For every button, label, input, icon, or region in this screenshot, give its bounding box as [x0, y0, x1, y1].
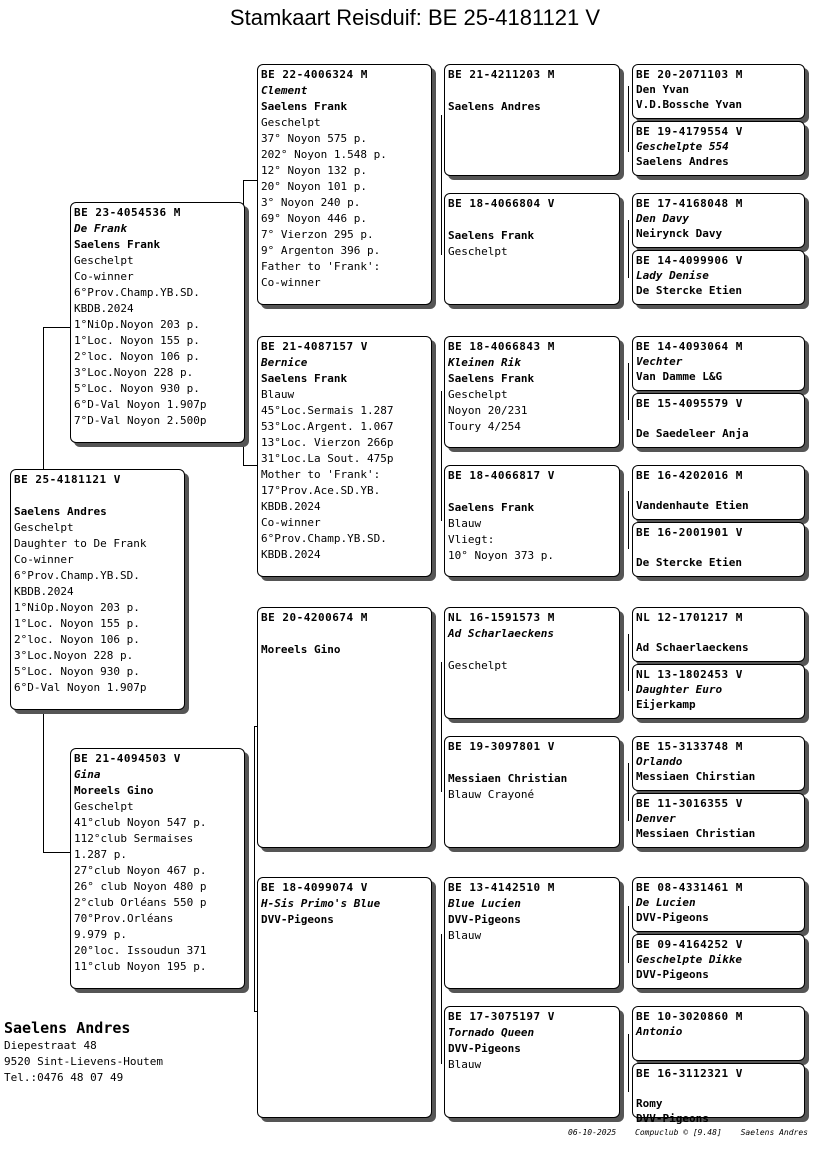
- result-line: Geschelpt: [261, 116, 321, 129]
- result-line: 202° Noyon 1.548 p.: [261, 148, 387, 161]
- breeder-name: Moreels Gino: [74, 784, 154, 797]
- pigeon-name: Vechter: [636, 355, 683, 368]
- result-line: Geschelpt: [448, 388, 508, 401]
- result-line: 5°Loc. Noyon 930 p.: [74, 382, 200, 395]
- blank-line: [14, 488, 182, 504]
- result-line: Co-winner: [261, 516, 321, 529]
- pigeon-name: De Lucien: [636, 896, 696, 909]
- result-line: KBDB.2024: [261, 500, 321, 513]
- result-line: 3°Loc.Noyon 228 p.: [74, 366, 194, 379]
- breeder-name: Saelens Frank: [261, 372, 348, 385]
- result-line: Geschelpt: [74, 800, 134, 813]
- result-line: Noyon 20/231: [448, 404, 528, 417]
- ring-number: BE 11-3016355 V: [636, 797, 743, 810]
- breeder-name: Saelens Frank: [448, 372, 535, 385]
- ring-number: BE 16-3112321 V: [636, 1067, 743, 1080]
- result-line: 5°Loc. Noyon 930 p.: [14, 665, 140, 678]
- pigeon-card-gen3: [444, 877, 620, 989]
- pigeon-card-gen3: [444, 64, 620, 176]
- footer-date: 06-10-2025: [568, 1128, 617, 1137]
- result-line: 7° Vierzon 295 p.: [261, 228, 374, 241]
- ring-number: BE 14-4099906 V: [636, 254, 743, 267]
- breeder-name: De Stercke Etien: [636, 556, 742, 569]
- connector-line: [628, 86, 629, 152]
- result-line: 1°NiOp.Noyon 203 p.: [14, 601, 140, 614]
- pigeon-card-gen4: [632, 1006, 805, 1061]
- pigeon-name: Geschelpte Dikke: [636, 953, 742, 966]
- result-line: Toury 4/254: [448, 420, 521, 433]
- blank-line: [448, 83, 617, 99]
- result-line: Co-winner: [74, 270, 134, 283]
- pigeon-card-gen4: [632, 393, 805, 448]
- connector-line: [441, 934, 442, 1064]
- pigeon-name: Denver: [636, 812, 676, 825]
- pigeon-card-gen4: [632, 121, 805, 176]
- connector-line: [628, 220, 629, 278]
- pigeon-name: Den Davy: [636, 212, 689, 225]
- breeder-name: Saelens Frank: [261, 100, 348, 113]
- result-line: 2°loc. Noyon 106 p.: [14, 633, 140, 646]
- pigeon-name: Kleinen Rik: [448, 356, 521, 369]
- result-line: 53°Loc.Argent. 1.067: [261, 420, 394, 433]
- result-line: Geschelpt: [14, 521, 74, 534]
- breeder-name: De Saedeleer Anja: [636, 427, 749, 440]
- pigeon-card-gen4: [632, 336, 805, 391]
- result-line: Co-winner: [14, 553, 74, 566]
- pigeon-name: Orlando: [636, 755, 683, 768]
- result-line: 2°loc. Noyon 106 p.: [74, 350, 200, 363]
- result-line: 31°Loc.La Sout. 475p: [261, 452, 394, 465]
- breeder-name: Ad Schaerlaeckens: [636, 641, 749, 654]
- ring-number: NL 12-1701217 M: [636, 611, 743, 624]
- ring-number: BE 08-4331461 M: [636, 881, 743, 894]
- result-line: 6°Prov.Champ.YB.SD.: [261, 532, 387, 545]
- ring-number: BE 18-4066843 M: [448, 340, 555, 353]
- result-line: 69° Noyon 446 p.: [261, 212, 367, 225]
- pigeon-card-gen4: [632, 465, 805, 520]
- result-line: 6°D-Val Noyon 1.907p: [74, 398, 207, 411]
- result-line: 6°D-Val Noyon 1.907p: [14, 681, 147, 694]
- result-line: 11°club Noyon 195 p.: [74, 960, 207, 973]
- ring-number: BE 20-4200674 M: [261, 611, 368, 624]
- blank-line: [636, 1081, 802, 1096]
- breeder-name: DVV-Pigeons: [448, 1042, 521, 1055]
- ring-number: NL 13-1802453 V: [636, 668, 743, 681]
- breeder-name: Saelens Andres: [14, 505, 107, 518]
- print-footer: [554, 1128, 808, 1137]
- pigeon-name: De Frank: [74, 222, 127, 235]
- result-line: 27°club Noyon 467 p.: [74, 864, 207, 877]
- blank-line: [448, 642, 617, 658]
- ring-number: BE 19-4179554 V: [636, 125, 743, 138]
- result-line: 41°club Noyon 547 p.: [74, 816, 207, 829]
- pigeon-name: Gina: [74, 768, 101, 781]
- ring-number: BE 25-4181121 V: [14, 473, 121, 486]
- blank-line: [636, 411, 802, 426]
- result-line: Mother to 'Frank':: [261, 468, 381, 481]
- pigeon-name: Blue Lucien: [448, 897, 521, 910]
- ring-number: BE 21-4087157 V: [261, 340, 368, 353]
- connector-line: [43, 327, 71, 328]
- pigeon-card-gen3: [444, 607, 620, 719]
- result-line: 3° Noyon 240 p.: [261, 196, 361, 209]
- result-line: 12° Noyon 132 p.: [261, 164, 367, 177]
- ring-number: BE 10-3020860 M: [636, 1010, 743, 1023]
- result-line: 9° Argenton 396 p.: [261, 244, 381, 257]
- breeder-name: DVV-Pigeons: [636, 911, 709, 924]
- connector-line: [628, 634, 629, 691]
- result-line: 112°club Sermaises: [74, 832, 194, 845]
- result-line: 45°Loc.Sermais 1.287: [261, 404, 394, 417]
- pigeon-name: H-Sis Primo's Blue: [261, 897, 381, 910]
- connector-line: [628, 491, 629, 549]
- owner-city: 9520 Sint-Lievens-Houtem: [4, 1055, 163, 1068]
- pigeon-card-gen4: [632, 607, 805, 662]
- result-line: 6°Prov.Champ.YB.SD.: [74, 286, 200, 299]
- result-line: 17°Prov.Ace.SD.YB.: [261, 484, 381, 497]
- result-line: 70°Prov.Orléans: [74, 912, 174, 925]
- breeder-name: Eijerkamp: [636, 698, 696, 711]
- breeder-name: Vandenhaute Etien: [636, 499, 749, 512]
- blank-line: [448, 212, 617, 228]
- result-line: Vliegt:: [448, 533, 495, 546]
- pigeon-card-dam: [70, 748, 245, 989]
- result-line: Daughter to De Frank: [14, 537, 147, 550]
- breeder-name: Van Damme L&G: [636, 370, 723, 383]
- ring-number: BE 21-4211203 M: [448, 68, 555, 81]
- breeder-name: Saelens Andres: [448, 100, 541, 113]
- pigeon-card-gen4: [632, 877, 805, 932]
- connector-line: [628, 906, 629, 963]
- connector-line: [628, 1034, 629, 1092]
- pigeon-card-gen3: [444, 736, 620, 848]
- result-line: Geschelpt: [448, 245, 508, 258]
- ring-number: BE 22-4006324 M: [261, 68, 368, 81]
- result-line: 1°Loc. Noyon 155 p.: [14, 617, 140, 630]
- result-line: Blauw: [448, 1058, 482, 1071]
- breeder-name: Saelens Frank: [74, 238, 161, 251]
- breeder-name: Romy: [636, 1097, 663, 1110]
- result-line: KBDB.2024: [14, 585, 74, 598]
- pigeon-card-gen4: [632, 664, 805, 719]
- ring-number: BE 14-4093064 M: [636, 340, 743, 353]
- pigeon-card-gen4: [632, 64, 805, 119]
- result-line: 10° Noyon 373 p.: [448, 549, 554, 562]
- breeder-name: DVV-Pigeons: [636, 1112, 709, 1125]
- ring-number: BE 15-3133748 M: [636, 740, 743, 753]
- connector-line: [243, 465, 258, 466]
- result-line: Geschelpt: [448, 659, 508, 672]
- result-line: Geschelpt: [74, 254, 134, 267]
- connector-line: [243, 180, 258, 181]
- footer-software: Compuclub © [9.48]: [635, 1128, 722, 1137]
- result-line: 20°loc. Issoudun 371: [74, 944, 207, 957]
- ring-number: BE 18-4099074 V: [261, 881, 368, 894]
- result-line: 3°Loc.Noyon 228 p.: [14, 649, 134, 662]
- blank-line: [448, 755, 617, 771]
- pigeon-name: Lady Denise: [636, 269, 709, 282]
- ring-number: BE 19-3097801 V: [448, 740, 555, 753]
- ring-number: BE 17-3075197 V: [448, 1010, 555, 1023]
- breeder-name: Moreels Gino: [261, 643, 341, 656]
- breeder-name: V.D.Bossche Yvan: [636, 98, 742, 111]
- pigeon-card-sire-dam: [257, 336, 432, 577]
- result-line: 20° Noyon 101 p.: [261, 180, 367, 193]
- result-line: Blauw: [448, 517, 482, 530]
- connector-line: [628, 763, 629, 821]
- pigeon-card-gen4: [632, 522, 805, 577]
- ring-number: BE 15-4095579 V: [636, 397, 743, 410]
- result-line: 9.979 p.: [74, 928, 127, 941]
- owner-street: Diepestraat 48: [4, 1039, 97, 1052]
- ring-number: BE 16-2001901 V: [636, 526, 743, 539]
- pigeon-name: Daughter Euro: [636, 683, 723, 696]
- pigeon-card-gen3: [444, 336, 620, 448]
- pigeon-card-gen3: [444, 1006, 620, 1118]
- blank-line: [636, 540, 802, 555]
- pigeon-card-gen4: [632, 736, 805, 791]
- breeder-name: Den Yvan: [636, 83, 689, 96]
- pigeon-card-gen3: [444, 465, 620, 577]
- result-line: 13°Loc. Vierzon 266p: [261, 436, 394, 449]
- pigeon-card-subject: [10, 469, 185, 710]
- ring-number: BE 18-4066804 V: [448, 197, 555, 210]
- ring-number: BE 23-4054536 M: [74, 206, 181, 219]
- owner-address-block: [4, 1018, 163, 1086]
- connector-line: [43, 852, 71, 853]
- ring-number: BE 16-4202016 M: [636, 469, 743, 482]
- pigeon-card-dam-sire: [257, 607, 432, 848]
- pigeon-card-gen4: [632, 793, 805, 848]
- connector-line: [441, 391, 442, 521]
- pigeon-name: Bernice: [261, 356, 308, 369]
- connector-line: [441, 115, 442, 255]
- ring-number: BE 09-4164252 V: [636, 938, 743, 951]
- connector-line: [441, 662, 442, 792]
- result-line: 6°Prov.Champ.YB.SD.: [14, 569, 140, 582]
- result-line: Co-winner: [261, 276, 321, 289]
- result-line: 7°D-Val Noyon 2.500p: [74, 414, 207, 427]
- result-line: 1°Loc. Noyon 155 p.: [74, 334, 200, 347]
- result-line: KBDB.2024: [261, 548, 321, 561]
- pigeon-card-gen4: [632, 934, 805, 989]
- connector-line: [254, 726, 255, 1011]
- result-line: 37° Noyon 575 p.: [261, 132, 367, 145]
- pigeon-card-gen4: [632, 250, 805, 305]
- result-line: Father to 'Frank':: [261, 260, 381, 273]
- blank-line: [636, 483, 802, 498]
- breeder-name: Neirynck Davy: [636, 227, 723, 240]
- connector-line: [628, 363, 629, 420]
- blank-line: [636, 625, 802, 640]
- ring-number: BE 17-4168048 M: [636, 197, 743, 210]
- ring-number: BE 18-4066817 V: [448, 469, 555, 482]
- ring-number: BE 20-2071103 M: [636, 68, 743, 81]
- breeder-name: DVV-Pigeons: [448, 913, 521, 926]
- blank-line: [448, 484, 617, 500]
- result-line: Blauw: [448, 929, 482, 942]
- pigeon-card-gen4: [632, 193, 805, 248]
- breeder-name: Messiaen Christian: [636, 827, 756, 840]
- pigeon-card-sire-sire: [257, 64, 432, 305]
- breeder-name: De Stercke Etien: [636, 284, 742, 297]
- breeder-name: Messiaen Chirstian: [636, 770, 756, 783]
- ring-number: NL 16-1591573 M: [448, 611, 555, 624]
- pigeon-card-gen3: [444, 193, 620, 305]
- result-line: KBDB.2024: [74, 302, 134, 315]
- page-title: Stamkaart Reisduif: BE 25-4181121 V: [229, 5, 601, 30]
- result-line: 2°club Orléans 550 p: [74, 896, 207, 909]
- ring-number: BE 21-4094503 V: [74, 752, 181, 765]
- pigeon-name: Clement: [261, 84, 308, 97]
- blank-line: [261, 626, 429, 642]
- pigeon-card-gen4: [632, 1063, 805, 1125]
- breeder-name: Saelens Andres: [636, 155, 729, 168]
- result-line: Blauw Crayoné: [448, 788, 535, 801]
- footer-user: Saelens Andres: [740, 1128, 808, 1137]
- result-line: 1°NiOp.Noyon 203 p.: [74, 318, 200, 331]
- pigeon-card-dam-dam: [257, 877, 432, 1118]
- breeder-name: DVV-Pigeons: [261, 913, 334, 926]
- breeder-name: Messiaen Christian: [448, 772, 568, 785]
- result-line: Blauw: [261, 388, 295, 401]
- breeder-name: Saelens Frank: [448, 229, 535, 242]
- ring-number: BE 13-4142510 M: [448, 881, 555, 894]
- breeder-name: Saelens Frank: [448, 501, 535, 514]
- breeder-name: DVV-Pigeons: [636, 968, 709, 981]
- result-line: 26° club Noyon 480 p: [74, 880, 207, 893]
- owner-phone: Tel.:0476 48 07 49: [4, 1071, 124, 1084]
- result-line: 1.287 p.: [74, 848, 127, 861]
- pigeon-name: Geschelpte 554: [636, 140, 729, 153]
- pigeon-name: Tornado Queen: [448, 1026, 535, 1039]
- pigeon-card-sire: [70, 202, 245, 443]
- pigeon-name: Ad Scharlaeckens: [448, 627, 554, 640]
- pigeon-name: Antonio: [636, 1025, 683, 1038]
- owner-name: Saelens Andres: [4, 1019, 131, 1037]
